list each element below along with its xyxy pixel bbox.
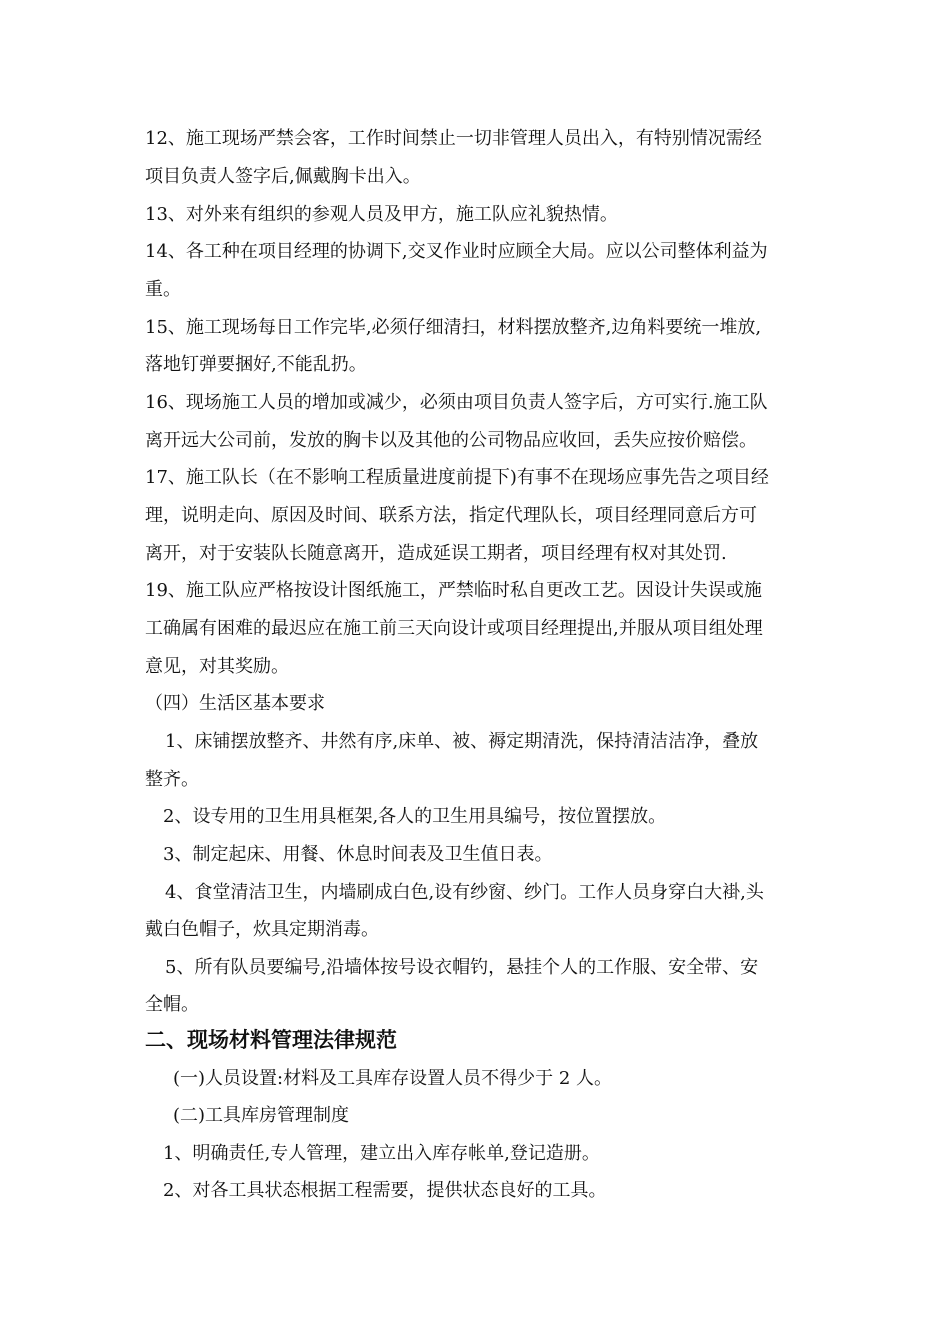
paragraph-line: 项目负责人签字后,佩戴胸卡出入。 [145, 166, 421, 187]
paragraph-line: 13、对外来有组织的参观人员及甲方，施工队应礼貌热情。 [145, 204, 618, 225]
paragraph-line: 12、施工现场严禁会客，工作时间禁止一切非管理人员出入，有特别情况需经 [145, 128, 762, 149]
paragraph-line: 理，说明走向、原因及时间、联系方法，指定代理队长，项目经理同意后方可 [145, 505, 757, 526]
paragraph-line: 1、明确责任,专人管理，建立出入库存帐单,登记造册。 [163, 1143, 600, 1164]
paragraph-line: 戴白色帽子，炊具定期消毒。 [145, 919, 379, 940]
paragraph-line: 2、对各工具状态根据工程需要，提供状态良好的工具。 [163, 1180, 607, 1201]
paragraph-line: 重。 [145, 279, 181, 300]
paragraph-line: 16、现场施工人员的增加或减少，必须由项目负责人签字后，方可实行.施工队 [145, 392, 768, 413]
paragraph-line: 4、食堂清洁卫生，内墙刷成白色,设有纱窗、纱门。工作人员身穿白大褂,头 [165, 882, 764, 903]
paragraph-line: 工确属有困难的最迟应在施工前三天向设计或项目经理提出,并服从项目组处理 [145, 618, 763, 639]
paragraph-line: 3、制定起床、用餐、休息时间表及卫生值日表。 [163, 844, 553, 865]
paragraph-line: 2、设专用的卫生用具框架,各人的卫生用具编号，按位置摆放。 [163, 806, 667, 827]
paragraph-line: 19、施工队应严格按设计图纸施工，严禁临时私自更改工艺。因设计失误或施 [145, 580, 762, 601]
section-heading: 二、现场材料管理法律规范 [145, 1028, 397, 1052]
paragraph-line: 17、施工队长（在不影响工程质量进度前提下)有事不在现场应事先告之项目经 [145, 467, 769, 488]
paragraph-line: (一)人员设置:材料及工具库存设置人员不得少于 2 人。 [173, 1068, 613, 1089]
paragraph-line: 14、各工种在项目经理的协调下,交叉作业时应顾全大局。应以公司整体利益为 [145, 241, 768, 262]
paragraph-line: 15、施工现场每日工作完毕,必须仔细清扫，材料摆放整齐,边角料要统一堆放, [145, 317, 762, 338]
section-subtitle: （四）生活区基本要求 [145, 693, 325, 714]
paragraph-line: 离开远大公司前，发放的胸卡以及其他的公司物品应收回，丢失应按价赔偿。 [145, 430, 757, 451]
paragraph-line: (二)工具库房管理制度 [173, 1105, 350, 1126]
paragraph-line: 5、所有队员要编号,沿墙体按号设衣帽钓，悬挂个人的工作服、安全带、安 [165, 957, 759, 978]
paragraph-line: 意见，对其奖励。 [145, 656, 289, 677]
paragraph-line: 整齐。 [145, 769, 199, 790]
paragraph-line: 离开，对于安装队长随意离开，造成延误工期者，项目经理有权对其处罚. [145, 543, 727, 564]
paragraph-line: 全帽。 [145, 994, 199, 1015]
paragraph-line: 落地钉弹要捆好,不能乱扔。 [145, 354, 367, 375]
paragraph-line: 1、床铺摆放整齐、井然有序,床单、被、褥定期清洗，保持清洁洁净，叠放 [165, 731, 759, 752]
